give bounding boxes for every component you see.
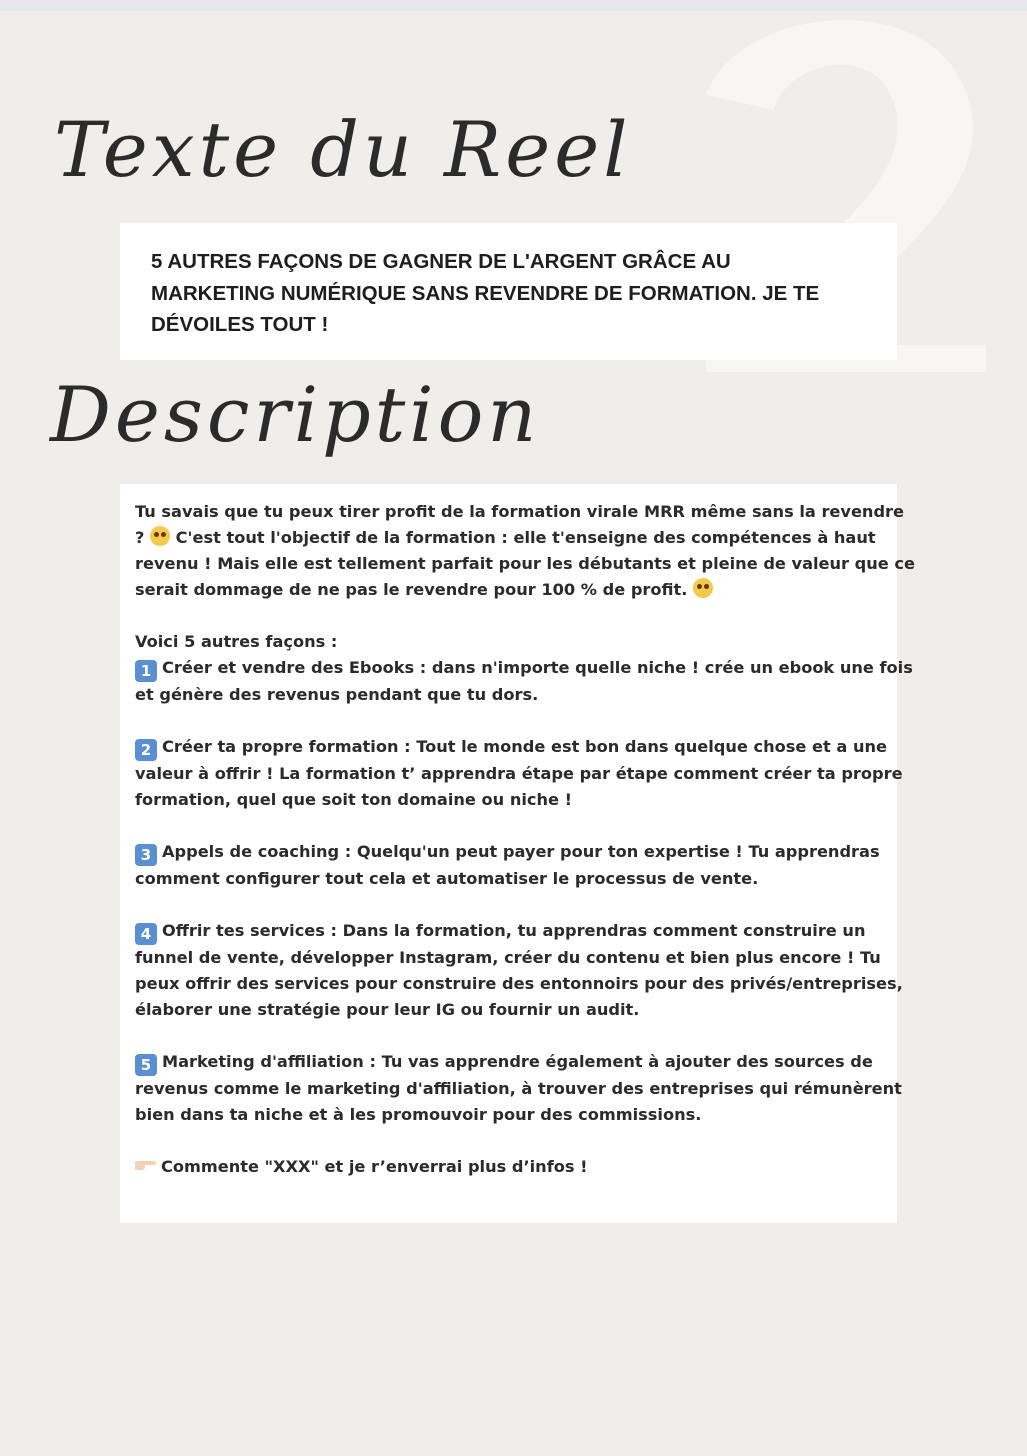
list-item-text: Appels de coaching : Quelqu'un peut payer pour ton expertise ! Tu apprendras: [162, 842, 880, 861]
list-item: [135, 734, 903, 813]
list-item-line: valeur à offrir ! La formation t’ apprendra étape par étape comment créer ta propre: [135, 764, 903, 783]
list-item: [135, 1049, 902, 1128]
list-item-text: Marketing d'affiliation : Tu vas apprendre également à ajouter des sources de: [162, 1052, 873, 1071]
keycap-five-icon: 5: [135, 1054, 157, 1076]
list-item-text: Offrir tes services : Dans la formation, tu apprendras comment construire un: [162, 921, 866, 940]
list-item: [135, 918, 903, 1023]
grinning-sweat-face-icon: [693, 578, 713, 598]
reel-text-panel: [120, 223, 897, 360]
keycap-two-icon: 2: [135, 739, 157, 761]
list-item-line: [135, 1049, 883, 1076]
call-to-action: [135, 1154, 883, 1180]
reel-text-line: MARKETING NUMÉRIQUE SANS REVENDRE DE FORMATION. JE TE: [151, 281, 820, 305]
list-item: [135, 839, 883, 892]
list-item-line: [135, 655, 913, 682]
intro-line: [135, 577, 883, 603]
cta-text: Commente "XXX" et je r’enverrai plus d’infos !: [161, 1157, 588, 1176]
description-heading: Description: [50, 370, 541, 459]
intro-line-text: C'est tout l'objectif de la formation : elle t'enseigne des compétences à haut: [175, 528, 876, 547]
list-item-line: revenus comme le marketing d'affiliation, à trouver des entreprises qui rémunèrent: [135, 1079, 902, 1098]
list-item-line: [135, 734, 887, 761]
cta-line: [135, 1154, 883, 1180]
list-item-line: bien dans ta niche et à les promouvoir pour des commissions.: [135, 1105, 702, 1124]
reel-text: [151, 246, 867, 341]
intro-line: Tu savais que tu peux tirer profit de la formation virale MRR même sans la revendre: [135, 502, 905, 521]
keycap-four-icon: 4: [135, 923, 157, 945]
list-item-line: [135, 918, 883, 945]
keycap-three-icon: 3: [135, 844, 157, 866]
flushed-face-icon: [150, 526, 170, 546]
reel-heading: Texte du Reel: [54, 105, 632, 194]
list-item-line: élaborer une stratégie pour leur IG ou fournir un audit.: [135, 1000, 640, 1019]
keycap-one-icon: 1: [135, 660, 157, 682]
reel-text-line: 5 AUTRES FAÇONS DE GAGNER DE L'ARGENT GRÂCE AU: [151, 250, 731, 273]
list-item-line: funnel de vente, développer Instagram, créer du contenu et bien plus encore ! Tu: [135, 948, 881, 967]
intro-line: [135, 525, 883, 551]
description-panel: [120, 484, 915, 1223]
question-mark: ?: [135, 528, 145, 547]
intro-paragraph: [135, 499, 915, 603]
list-item-line: comment configurer tout cela et automatiser le processus de vente.: [135, 869, 759, 888]
reel-text-line: DÉVOILES TOUT !: [151, 313, 329, 336]
list-item-text: Créer et vendre des Ebooks : dans n'importe quelle niche ! crée un ebook une fois: [162, 658, 913, 677]
list-item-text: Créer ta propre formation : Tout le monde est bon dans quelque chose et a une: [162, 737, 887, 756]
pointing-hand-icon: [135, 1159, 157, 1171]
intro-line: revenu ! Mais elle est tellement parfait pour les débutants et pleine de valeur que ce: [135, 554, 915, 573]
list-item-line: [135, 839, 883, 866]
ways-list: [135, 629, 913, 708]
description-text: [135, 499, 915, 1180]
list-item-line: et génère des revenus pendant que tu dors.: [135, 685, 539, 704]
list-item-line: formation, quel que soit ton domaine ou niche !: [135, 790, 573, 809]
list-title: Voici 5 autres façons :: [135, 632, 338, 651]
list-item-line: peux offrir des services pour construire des entonnoirs pour des privés/entreprises,: [135, 974, 903, 993]
intro-line-text: serait dommage de ne pas le revendre pour 100 % de profit.: [135, 580, 688, 599]
